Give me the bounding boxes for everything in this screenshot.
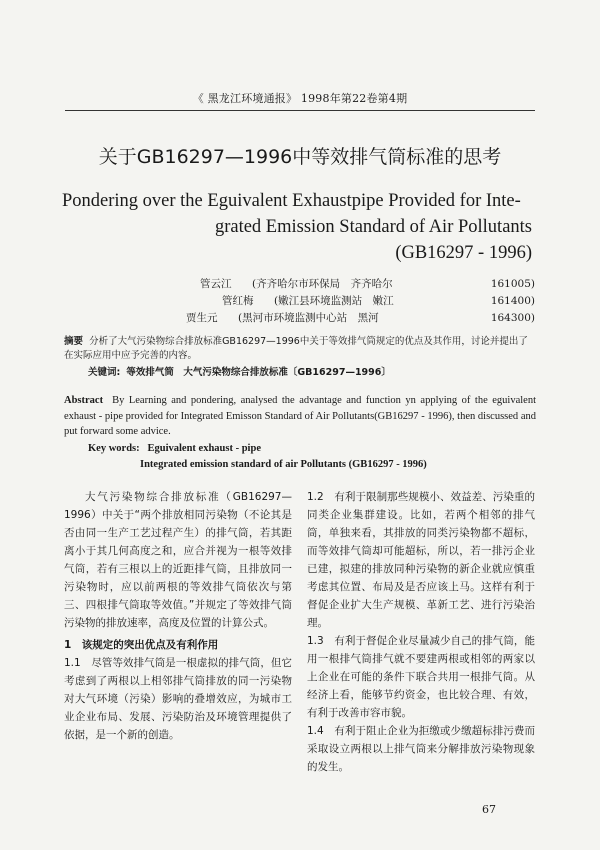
keywords-english-line-2: Integrated emission standard of air Pollutants (GB16297 - 1996)	[140, 459, 427, 470]
author-name: 管红梅	[222, 295, 254, 307]
keywords-english-line-1: Eguivalent exhaust - pipe	[147, 443, 261, 454]
author-postal-code: 161005)	[490, 278, 535, 290]
title-chinese: 关于GB16297—1996中等效排气筒标准的思考	[98, 146, 502, 168]
section-heading: 1 该规定的突出优点及有利作用	[64, 639, 219, 651]
title-english-line-1: Pondering over the Eguivalent Exhaustpipe Provided for Inte-	[62, 191, 521, 211]
journal-header: 《 黑龙江环境通报》 1998年第22卷第4期	[192, 92, 408, 105]
body-column-left	[64, 488, 292, 744]
author-postal-code: 164300)	[490, 312, 535, 324]
author-name: 管云江	[200, 278, 232, 290]
author-list	[186, 276, 535, 327]
keywords-chinese-text: 等效排气筒 大气污染物综合排放标准〔GB16297—1996〕	[126, 367, 391, 378]
author-postal-code: 161400)	[490, 295, 535, 307]
abstract-chinese-label: 摘要	[64, 336, 84, 347]
abstract-english-text: By Learning and pondering, analysed the advantage and function yn applying of the eguivalent exhaust - pipe provided for Integrated Emisson Standard of Air Pollutants(GB16297 - 1996), then discussed and put forward some advice.	[64, 395, 536, 437]
author-row	[186, 310, 535, 327]
intro-paragraph: 大气污染物综合排放标准（GB16297—1996）中关于“两个排放相同污染物（不论其是否由同一生产工艺过程产生）的排气筒，若其距离小于其几何高度之和，应合并视为一根等效排气筒，若有三根以上的近距排气筒，且排放同一污染物时，应以前两根的等效排气筒依次与第三、四根排气筒取等效值。”并规定了等效排气筒污染物的排放速率，高度及位置的计算公式。	[64, 491, 292, 629]
abstract-english	[64, 393, 536, 440]
keywords-chinese	[88, 364, 536, 378]
author-affiliation: (齐齐哈尔市环保局 齐齐哈尔	[252, 278, 393, 290]
title-english-line-3: (GB16297 - 1996)	[395, 243, 532, 263]
title-english	[62, 188, 532, 266]
keywords-english	[88, 441, 536, 473]
author-name: 贾生元	[186, 312, 218, 324]
author-affiliation: (黑河市环境监测中心站 黑河	[238, 312, 379, 324]
paragraph-1-2: 1.2 有利于限制那些规模小、效益差、污染重的同类企业集群建设。比如，若两个相邻的排气筒，单独来看，其排放的同类污染物都不超标，而等效排气筒却可能超标，所以，若一排污企业已建，拟建的排放同种污染物的新企业就应慎重考虑其位置、布局及是否应该上马。这样有利于督促企业扩大生产规模、革新工艺、进行污染治理。	[307, 491, 535, 629]
abstract-chinese	[64, 335, 536, 363]
author-row	[200, 276, 535, 293]
abstract-english-label: Abstract	[64, 395, 104, 406]
title-english-line-2: grated Emission Standard of Air Pollutants	[214, 217, 532, 237]
body-column-right	[307, 488, 535, 776]
author-row	[200, 293, 535, 310]
paragraph-1-3: 1.3 有利于督促企业尽量减少自己的排气筒，能用一根排气筒排气就不要建两根或相邻的两家以上企业在可能的条件下联合共用一根排气筒。从经济上看，能够节约资金，也比较合理、有效，有利于改善市容市貌。	[307, 635, 535, 719]
paragraph-1-1: 1.1 尽管等效排气筒是一根虚拟的排气筒，但它考虑到了两根以上相邻排气筒排放的同一污染物对大气环境（污染）影响的叠增效应，为城市工业企业布局、发展、污染防治及环境管理提供了依据，是一个新的创造。	[64, 657, 292, 741]
keywords-chinese-label: 关键词:	[88, 367, 121, 378]
abstract-chinese-text: 分析了大气污染物综合排放标准GB16297—1996中关于等效排气筒规定的优点及其作用，讨论并提出了在实际应用中应予完善的内容。	[64, 336, 528, 361]
keywords-english-label: Key words:	[88, 443, 140, 454]
author-affiliation: (嫩江县环境监测站 嫩江	[274, 295, 394, 307]
paragraph-1-4: 1.4 有利于阻止企业为拒缴或少缴超标排污费而采取设立两根以上排气筒来分解排放污染物现象的发生。	[307, 725, 535, 773]
page-number: 67	[482, 803, 496, 816]
header-divider	[65, 110, 535, 111]
